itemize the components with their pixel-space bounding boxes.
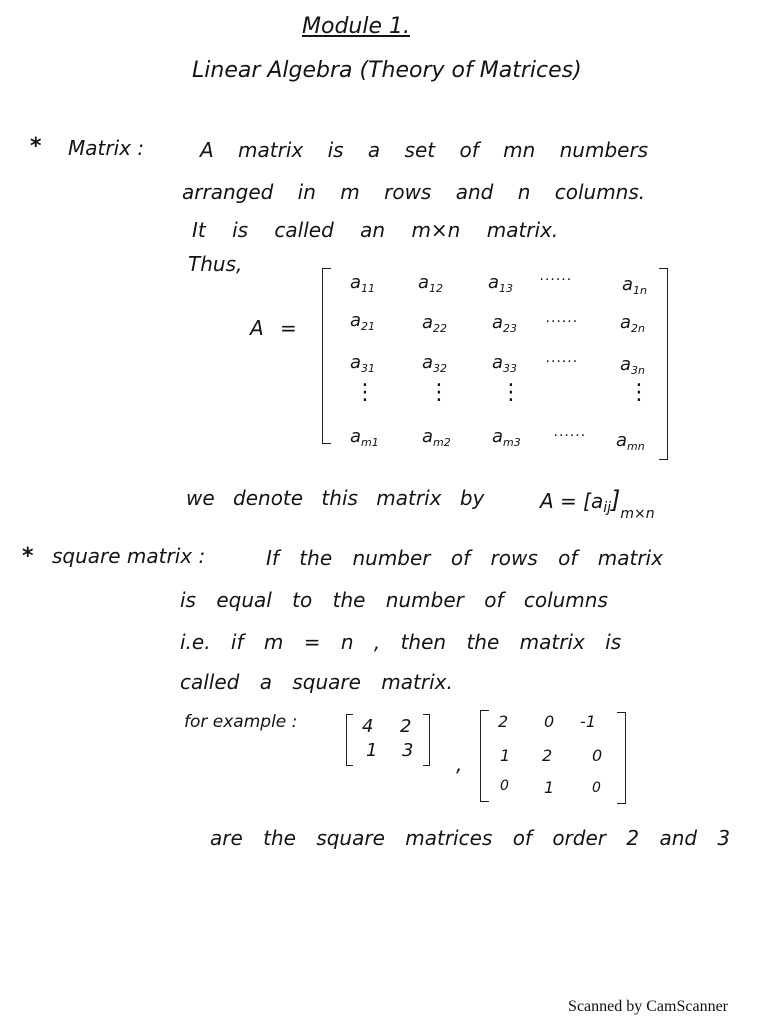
matrix-cell: $a_{12}$ [418,272,444,295]
square-term: square matrix : [52,544,206,568]
matrix-cell: 1 [366,740,378,761]
right-bracket [617,712,626,804]
left-bracket [346,714,353,766]
matrix-cell: $a_{33}$ [492,352,518,375]
matrix-cell: $a_{3n}$ [620,354,646,377]
matrix-cell: 4 [362,716,374,737]
square-def-line1: If the number of rows of matrix [266,546,663,570]
page-subtitle: Linear Algebra (Theory of Matrices) [192,58,582,83]
matrix-def-line1: A matrix is a set of mn numbers [200,138,649,162]
square-def-line2: is equal to the number of columns [180,588,608,612]
matrix-cell: $a_{mn}$ [616,430,645,453]
matrix-cell: 1 [544,778,555,797]
hdots: ...... [546,350,579,366]
square-def-line4: called a square matrix. [180,670,453,694]
matrix-cell: 0 [544,712,555,731]
matrix-cell: $a_{23}$ [492,312,518,335]
bullet-icon: * [22,544,34,569]
matrix-cell: $a_{22}$ [422,312,448,335]
matrix-term: Matrix : [68,136,145,160]
matrix-cell: $a_{31}$ [350,352,376,375]
matrix-cell: 2 [542,746,553,765]
left-bracket [322,268,331,444]
matrix-lhs: A = [250,316,297,340]
bullet-icon: * [30,134,42,159]
example-matrix-2x2 [346,714,430,766]
vdots: ⋮ [428,380,450,405]
hdots: ...... [540,268,573,284]
matrix-cell: 0 [592,780,601,796]
matrix-cell: $a_{2n}$ [620,312,646,335]
right-bracket [659,268,668,460]
square-def-line3: i.e. if m = n , then the matrix is [180,630,622,654]
matrix-cell: $a_{32}$ [422,352,448,375]
example-label: for example : [184,712,298,732]
matrix-cell: 2 [400,716,412,737]
vdots: ⋮ [500,380,522,405]
hdots: ...... [554,424,587,440]
matrix-cell: -1 [580,712,596,731]
conclusion-text: are the square matrices of order 2 and 3 [210,826,731,850]
example-separator: , [456,752,463,776]
denote-text: we denote this matrix by [186,486,485,510]
left-bracket [480,710,489,802]
module-title: Module 1. [302,14,410,39]
matrix-cell: 3 [402,740,414,761]
right-bracket [423,714,430,766]
matrix-cell: $a_{m3}$ [492,426,521,449]
matrix-cell: $a_{m1}$ [350,426,379,449]
matrix-def-thus: Thus, [188,252,243,276]
matrix-def-line3: It is called an m×n matrix. [192,218,559,242]
matrix-cell: $a_{m2}$ [422,426,451,449]
matrix-cell: $a_{11}$ [350,272,376,295]
vdots: ⋮ [354,380,376,405]
matrix-cell: $a_{1n}$ [622,274,648,297]
matrix-cell: 2 [498,712,509,731]
matrix-cell: $a_{21}$ [350,310,376,333]
matrix-cell: $a_{13}$ [488,272,514,295]
matrix-cell: 0 [592,746,603,765]
scanner-watermark: Scanned by CamScanner [568,998,728,1015]
general-matrix [322,268,668,458]
vdots: ⋮ [628,380,650,405]
denote-formula: $A = [a_{ij}]_{m\times n}$ [540,486,655,522]
example-matrix-3x3 [480,710,626,804]
matrix-def-line2: arranged in m rows and n columns. [182,180,646,204]
hdots: ...... [546,310,579,326]
matrix-cell: 1 [500,746,511,765]
matrix-cell: 0 [500,778,509,794]
